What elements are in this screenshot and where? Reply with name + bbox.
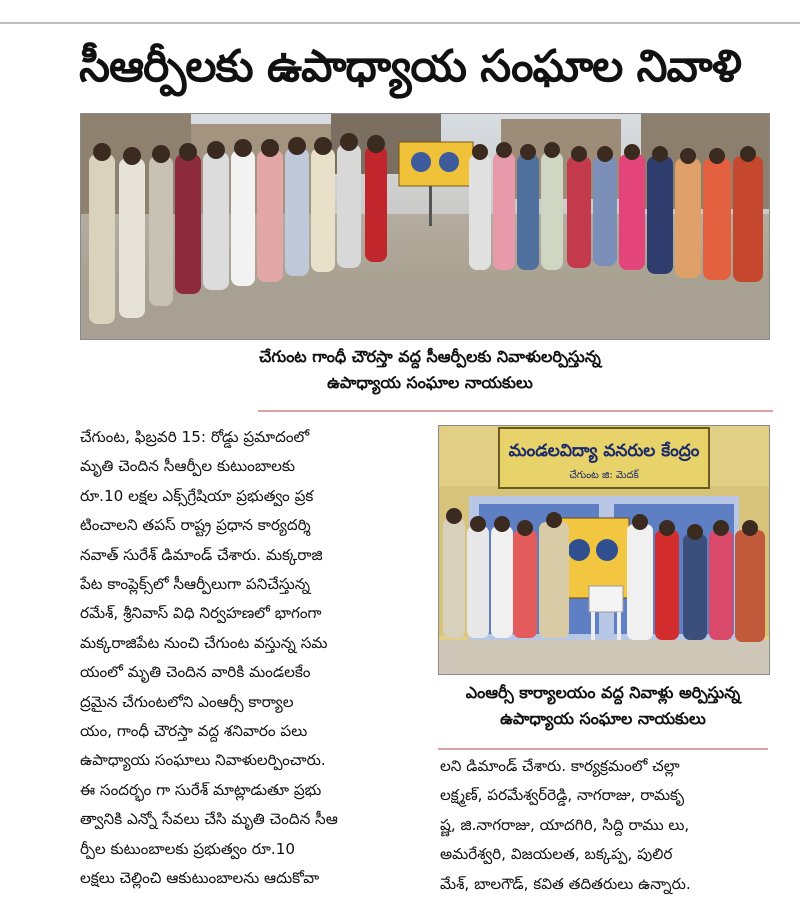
article-line: రమేశ్, శ్రీనివాస్ విధి నిర్వహణలో భాగంగా [80, 604, 322, 623]
office-sign-subtext: చేగుంట జి: మెదక్ [569, 470, 639, 481]
news-photo-mrc-office [438, 425, 770, 675]
news-photo-gandhi-chowrasta [80, 113, 770, 340]
photo-scene-street [81, 114, 769, 339]
article-line: మృతి చెందిన సీఆర్పీల కుటుంబాలకు [80, 457, 296, 476]
article-line: ఈ సందర్భం గా సురేశ్ మాట్లాడుతూ ప్రభు [80, 780, 322, 799]
article-line: ద్రమైన చేగుంటలోని ఎంఆర్సీ కార్యాల [80, 692, 294, 711]
article-line: ర్పీల కుటుంబాలకు ప్రభుత్వం రూ.10 [80, 839, 296, 858]
article-line: టించాలని తపస్ రాష్ట్ర ప్రధాన కార్యదర్శి [80, 516, 311, 535]
article-line: త్వానికి ఎన్నో సేవలు చేసి మృతి చెందిన సీఆ [80, 810, 338, 829]
article-line: అమరేశ్వరి, విజయలత, బక్కప్ప, పులిర [440, 845, 673, 864]
caption-line: ఎంఆర్సీ కార్యాలయం వద్ద నివాళ్లు అర్పిస్తున్న [465, 683, 741, 702]
article-line: ఉపాధ్యాయ సంఘాలు నివాళులర్పించారు. [80, 751, 326, 770]
photo-scene-office [439, 426, 769, 674]
photo-caption-mrc-office [438, 680, 768, 732]
article-line: ష్ణ, జి.నాగరాజు, యాదగిరి, సిద్ది రాము లు, [440, 815, 690, 834]
article-line: నవాత్ సురేశ్ డిమాండ్ చేశారు. మక్కరాజి [80, 545, 323, 564]
caption-line: చేగుంట గాంధీ చౌరస్తా వద్ద సీఆర్పీలకు నివాళులర్పిస్తున్న [259, 347, 601, 366]
office-sign-text: మండలవిద్యా వనరుల కేంద్రం [508, 441, 700, 461]
article-line: మేశ్, బాలగౌడ్, కవిత తదితరులు ఉన్నారు. [440, 874, 691, 893]
article-line: యం, గాంధీ చౌరస్తా వద్ద శనివారం పలు [80, 722, 308, 741]
article-line: రూ.10 లక్షల ఎక్స్‌గ్రేషియా ప్రభుత్వం ప్రక [80, 486, 314, 505]
article-line: పేట కాంప్లెక్స్‌లో సీఆర్పీలుగా పనిచేస్తున్న [80, 575, 310, 594]
headline: సీఆర్పీలకు ఉపాధ్యాయ సంఘాల నివాళి [79, 41, 741, 92]
article-line: యంలో మృతి చెందిన వారికి మండలకేం [80, 663, 311, 682]
previous-article-strip [0, 0, 800, 24]
photo-caption-gandhi-chowrasta [150, 344, 710, 396]
section-divider [438, 748, 768, 750]
section-divider [258, 410, 773, 412]
article-line: లని డిమాండ్ చేశారు. కార్యక్రమంలో చల్లా [440, 757, 680, 775]
article-column-1 [80, 423, 420, 894]
caption-line: ఉపాధ్యాయ సంఘాల నాయకులు [327, 373, 533, 392]
article-line: చేగుంట, ఫిబ్రవరి 15: రోడ్డు ప్రమాదంలో [80, 428, 310, 446]
caption-line: ఉపాధ్యాయ సంఘాల నాయకులు [500, 709, 706, 728]
article-column-2 [440, 752, 770, 899]
article-line: లక్షలు చెల్లించి ఆకుటుంబాలను ఆదుకోవా [80, 869, 320, 888]
article-line: లక్ష్మణ్, పరమేశ్వర్‌రెడ్డి, నాగరాజు, రామకృ [440, 786, 685, 805]
article-line: మక్కరాజిపేట నుంచి చేగుంట వస్తున్న సమ [80, 633, 328, 652]
